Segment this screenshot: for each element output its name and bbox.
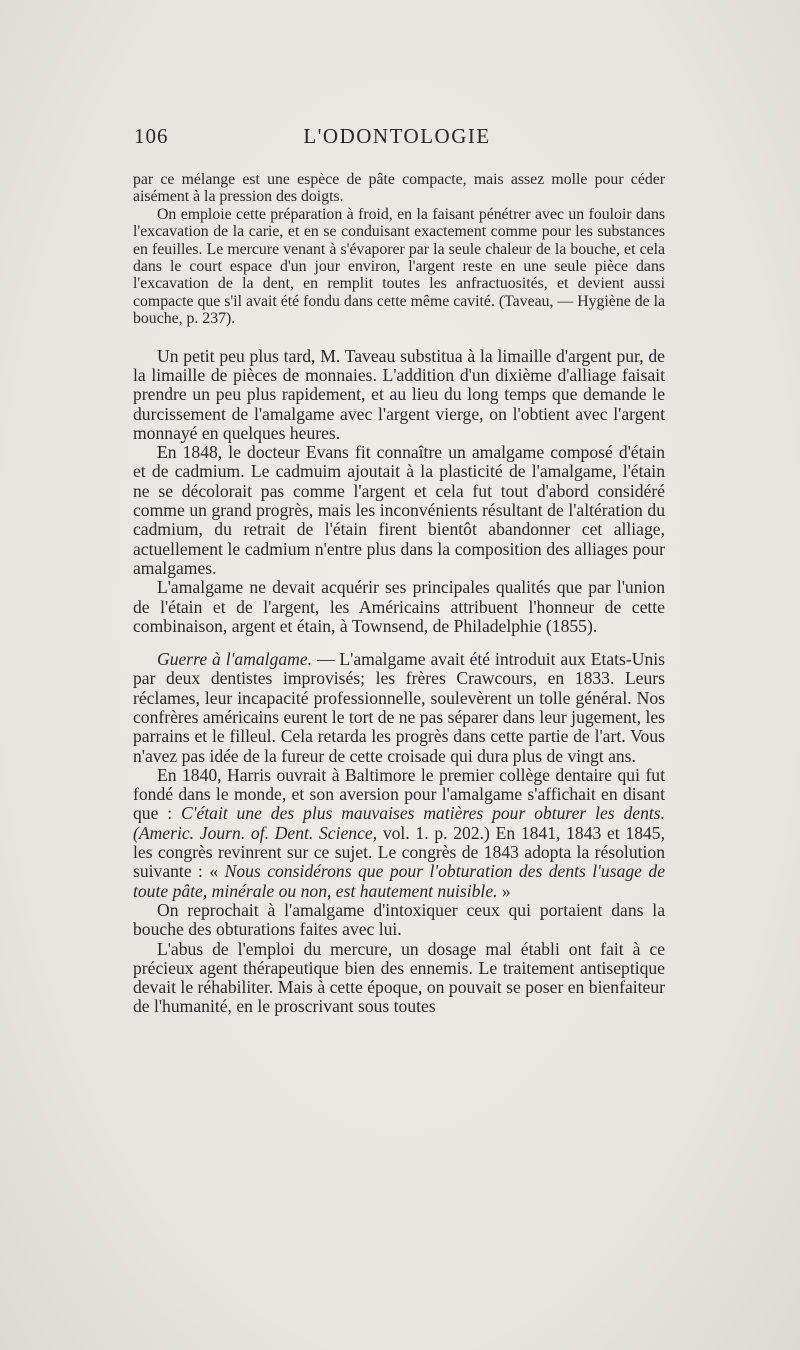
paragraph-townsend: L'amalgame ne devait acquérir ses principales qualités que par l'union de l'étain et de l'argent, les Américains attribuent l'honneur de cette combinaison, argent et étain, à Townsend, de Philadelphie (1855). bbox=[133, 577, 665, 636]
harris-quote: C'était une des plus mauvaises matières pour obturer les dents. (Americ. Journ. of. Dent. Science, bbox=[133, 803, 666, 843]
page-number: 106 bbox=[134, 124, 169, 148]
congress-resolution: Nous considérons que pour l'obturation des dents l'usage de toute pâte, minérale ou non, est hautement nuisible. bbox=[133, 861, 666, 901]
paragraph-reproche: On reprochait à l'amalgame d'intoxiquer ceux qui portaient dans la bouche des obturations faites avec lui. bbox=[133, 899, 665, 940]
paragraph-harris bbox=[133, 766, 665, 901]
paragraph-guerre-text: — L'amalgame avait été introduit aux Etats-Unis par deux dentistes improvisés; les frères Crawcours, en 1833. Leurs réclames, leur incapacité professionnelle, soulevèrent un tolle général. Nos confrères américains eurent le tort de ne pas séparer dans leur jugement, les parrains et le filleul. Cela retarda les progrès dans cette partie de l'art. Vous n'avez pas idée de la fureur de cette croisade qui dura plus de vingt ans. bbox=[133, 649, 665, 766]
paragraph-taveau: Un petit peu plus tard, M. Taveau substitua à la limaille d'argent pur, de la limaille de pièces de monnaies. L'addition d'un dixième d'alliage faisait prendre un peu plus rapidement, et au lieu du long temps que demande le durcissement de l'amalgame avec l'argent vierge, on l'obtient avec l'argent monnayé en quelques heures. bbox=[133, 345, 665, 443]
running-title: L'ODONTOLOGIE bbox=[303, 124, 491, 148]
paragraph-mercure: L'abus de l'emploi du mercure, un dosage mal établi ont fait à ce précieux agent thérapeutique bien des ennemis. Le traitement antiseptique devait le réhabiliter. Mais à cette époque, on pouvait se poser en bienfaiteur de l'humanité, en le proscrivant sous toutes bbox=[133, 938, 665, 1017]
page-body bbox=[133, 171, 665, 1017]
paragraph-evans: En 1848, le docteur Evans fit connaître un amalgame composé d'étain et de cadmium. Le cadmuim ajoutait à la plasticité de l'amalgame, l'étain ne se décolorait pas comme l'argent et cela fut tout d'abord considéré comme un grand progrès, mais les inconvénients résultant de l'altération du cadmium, du retrait de l'étain firent bientôt abandonner cet alliage, actuellement le cadmium n'entre plus dans la composition des alliages pour amalgames. bbox=[133, 442, 665, 578]
page-header bbox=[134, 124, 660, 158]
quote-paragraph-2: On emploie cette préparation à froid, en la faisant pénétrer avec un fouloir dans l'excavation de la carie, et en se conduisant exactement comme pour les substances en feuilles. Le mercure venant à s'évaporer par la seule chaleur de la bouche, et cela dans le court espace d'un jour environ, l'argent reste en une seule pièce dans l'excavation de la dent, en remplit toutes les anfractuosités, et devient aussi compacte que s'il avait été fondu dans cette même cavité. (Taveau, — Hygiène de la bouche, p. 237). bbox=[133, 205, 665, 328]
main-text bbox=[133, 347, 665, 1017]
quoted-passage bbox=[133, 171, 665, 328]
paragraph-guerre bbox=[133, 650, 665, 766]
quote-paragraph-1: par ce mélange est une espèce de pâte compacte, mais assez molle pour céder aisément à la pression des doigts. bbox=[133, 171, 665, 206]
harris-text-c: » bbox=[497, 880, 511, 901]
section-title-guerre: Guerre à l'amalgame. bbox=[157, 649, 313, 670]
harris-text-b: vol. 1. p. 202.) En 1841, 1843 et 1845, les congrès revinrent sur ce sujet. Le congrès de 1843 adopta la résolution suivante : « bbox=[133, 822, 665, 882]
harris-text-a: En 1840, Harris ouvrait à Baltimore le premier collège dentaire qui fut fondé dans le monde, et son aversion pour l'amalgame s'affichait en disant que : bbox=[133, 764, 665, 824]
